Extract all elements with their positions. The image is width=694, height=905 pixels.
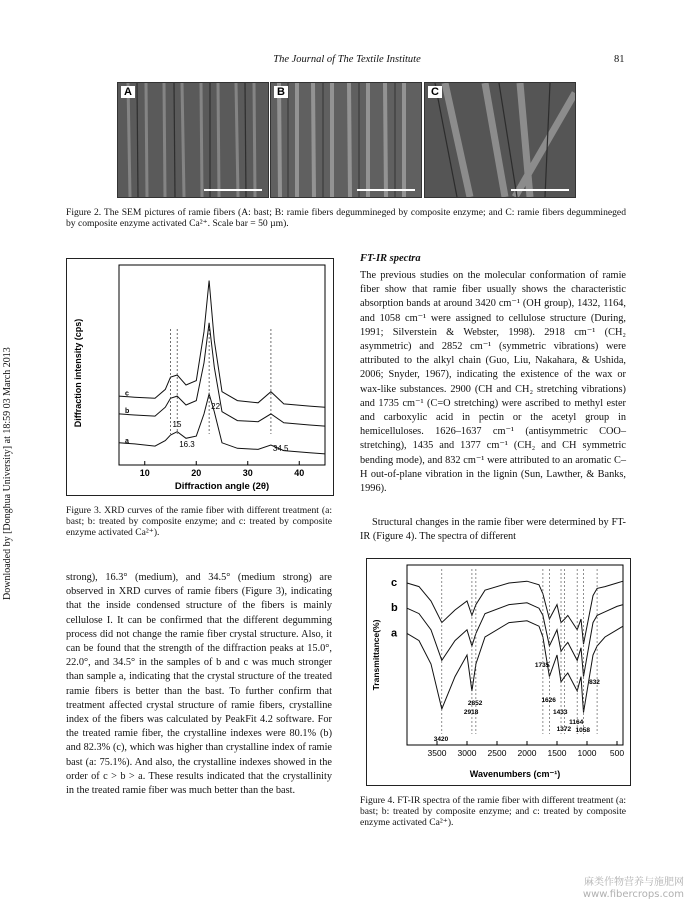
left-paragraph: strong), 16.3° (medium), and 34.5° (medium strong) are observed in XRD curves of ramie fibers (Figure 3), indicating that the inside condensed structure of the fibers is mainly cellulose I. It can be confirmed that the different degumming process did not change the ramie fiber crystal structure. Also, it can be found that the strength of the diffraction peaks at 15.0°, 22.0°, and 34.5° in the samples of b and c was much stronger than sample a, indicating that the crystal structure of the treated ramie fibers is better than the bast. To further confirm that treatment affected crystal structure of ramie fibers, crystalline index of the fibers was calculated by PeakFit 4.2 software. For the treated ramie fiber, the crystalline indexes were 80.1% (b) and 82.3% (c), which was higher than crystalline index of ramie bast (a: 75.1%). And also, the crystalline indexes showed in the order of c > b > a. These results indicated that the crystallinity in the treated ramie fiber was much better than the bast. xyxy=(66,572,332,797)
xrd-series-b xyxy=(119,323,325,426)
xrd-series-label-a: a xyxy=(125,438,129,446)
fig3-caption: Figure 3. XRD curves of the ramie fiber with different treatment (a: bast; b: treated by composite enzyme; and c: treated by composite enzyme activated Ca²⁺). xyxy=(66,505,332,538)
xrd-series-label-b: b xyxy=(125,408,130,416)
fig4-caption: Figure 4. FT-IR spectra of the ramie fiber with different treatment (a: bast; b: treated by composite enzyme; and c: treated by composite enzyme activated Ca²⁺). xyxy=(360,795,626,828)
xrd-annotation-15: 15 xyxy=(172,420,182,429)
ftir-annotation-832: 832 xyxy=(589,679,600,686)
xrd-annotation-34.5: 34.5 xyxy=(272,444,289,453)
xrd-chart-frame xyxy=(66,258,334,496)
right-paragraph-1: The previous studies on the molecular conformation of ramie fiber show that ramie fiber usually shows the characteristic absorption bands at around 3420 cm⁻¹ (OH group), 1432, 1164, and 1058 cm⁻¹ were assigned to cellulose structure (During, 1991; Silverstein & Webster, 1998). 2918 cm⁻¹ (CH₂ asymmetric) and 2852 cm⁻¹ (symmetric vibrations) were attributed to the alkyl chain (Guo, Liu, Nakahara, & Ushida, 2006; Snyder, 1967), indicating the existence of the wax or wax-like substances. 2900 (CH and CH₂ stretching vibrations) and 1735 cm⁻¹ (C=O stretching) were ascribed to methyl ester and carboxylic acid in pectin or the acetyl group in hemicelluloses. 1626–1637 cm⁻¹ (antisymmetric COO–stretching), 1435 and 1377 cm⁻¹ (CH₂ and CH symmetric bending mode), and 832 cm⁻¹ were attributed to an aromatic C–H out-of-plane vibration in the lignin (Sun, Lawther, & Banks, 1996). xyxy=(360,270,626,495)
ftir-xlabel: Wavenumbers (cm⁻¹) xyxy=(469,769,561,779)
scale-bar-c xyxy=(511,189,569,191)
scale-bar-b xyxy=(357,189,415,191)
ftir-annotation-1626: 1626 xyxy=(541,697,556,704)
xrd-ylabel: Diffraction intensity (cps) xyxy=(73,318,83,428)
sem-label-b: B xyxy=(274,86,288,98)
ftir-series-label-a: a xyxy=(391,627,398,640)
xrd-plot-area xyxy=(119,265,325,465)
ftir-annotation-1372: 1372 xyxy=(556,726,572,733)
watermark-line-2: www.fibercrops.com xyxy=(582,889,684,900)
fig2-caption: Figure 2. The SEM pictures of ramie fibers (A: bast; B: ramie fibers degummineged by composite enzyme; and C: ramie fibers degummineged by composite enzyme activated Ca²⁺. Scale bar = 50 µm). xyxy=(66,207,626,229)
sem-texture-c xyxy=(425,83,575,197)
journal-title: The Journal of The Textile Institute xyxy=(273,54,421,65)
xrd-xtick-label-30: 30 xyxy=(242,468,253,478)
sem-texture-a xyxy=(118,83,268,197)
section-title: FT-IR spectra xyxy=(360,253,421,264)
download-note xyxy=(2,347,16,614)
scale-bar-a xyxy=(204,189,262,191)
watermark xyxy=(583,877,684,901)
ftir-xtick-label-1000: 1000 xyxy=(577,748,597,758)
ftir-annotation-1058: 1058 xyxy=(575,727,590,734)
sem-panel-c xyxy=(424,82,576,198)
ftir-xtick-label-500: 500 xyxy=(609,748,625,758)
xrd-xtick-label-20: 20 xyxy=(191,468,202,478)
xrd-series-c xyxy=(119,281,325,408)
xrd-series-label-c: c xyxy=(125,390,129,398)
right-paragraph-2: Structural changes in the ramie fiber were determined by FT-IR (Figure 4). The spectra of different xyxy=(360,517,626,543)
ftir-series-label-b: b xyxy=(391,602,398,615)
ftir-annotation-1735: 1735 xyxy=(534,662,550,669)
xrd-xtick-label-40: 40 xyxy=(294,468,305,478)
sem-label-c: C xyxy=(428,86,442,98)
ftir-xtick-label-2000: 2000 xyxy=(517,748,537,758)
sem-panel-a xyxy=(117,82,269,198)
ftir-xtick-label-1500: 1500 xyxy=(547,748,567,758)
ftir-series-label-c: c xyxy=(391,577,398,589)
xrd-annotation-22: 22 xyxy=(211,402,221,411)
ftir-xtick-label-2500: 2500 xyxy=(487,748,507,758)
xrd-xlabel: Diffraction angle (2θ) xyxy=(174,481,270,492)
ftir-annotation-2918: 2918 xyxy=(463,709,479,716)
xrd-annotation-16.3: 16.3 xyxy=(179,440,195,449)
ftir-annotation-3420: 3420 xyxy=(433,736,449,743)
download-note-text: Downloaded by [Donghua University] at 18:59 03 March 2013 xyxy=(2,347,13,600)
sem-texture-b xyxy=(271,83,421,197)
ftir-xtick-label-3500: 3500 xyxy=(427,748,447,758)
sem-label-a: A xyxy=(121,86,135,98)
ftir-annotation-2852: 2852 xyxy=(467,700,483,707)
ftir-chart xyxy=(367,559,630,785)
page-number: 81 xyxy=(614,54,625,65)
ftir-series-b xyxy=(407,603,623,677)
xrd-chart xyxy=(67,259,333,495)
xrd-xtick-label-10: 10 xyxy=(139,468,150,478)
ftir-annotation-1433: 1433 xyxy=(553,709,568,716)
ftir-chart-frame xyxy=(366,558,631,786)
sem-panel-b xyxy=(270,82,422,198)
watermark-line-1: 麻类作物营养与施肥网 xyxy=(584,877,684,888)
ftir-annotation-1164: 1164 xyxy=(569,719,584,726)
ftir-xtick-label-3000: 3000 xyxy=(457,748,477,758)
ftir-ylabel: Transmittance(%) xyxy=(371,619,381,691)
